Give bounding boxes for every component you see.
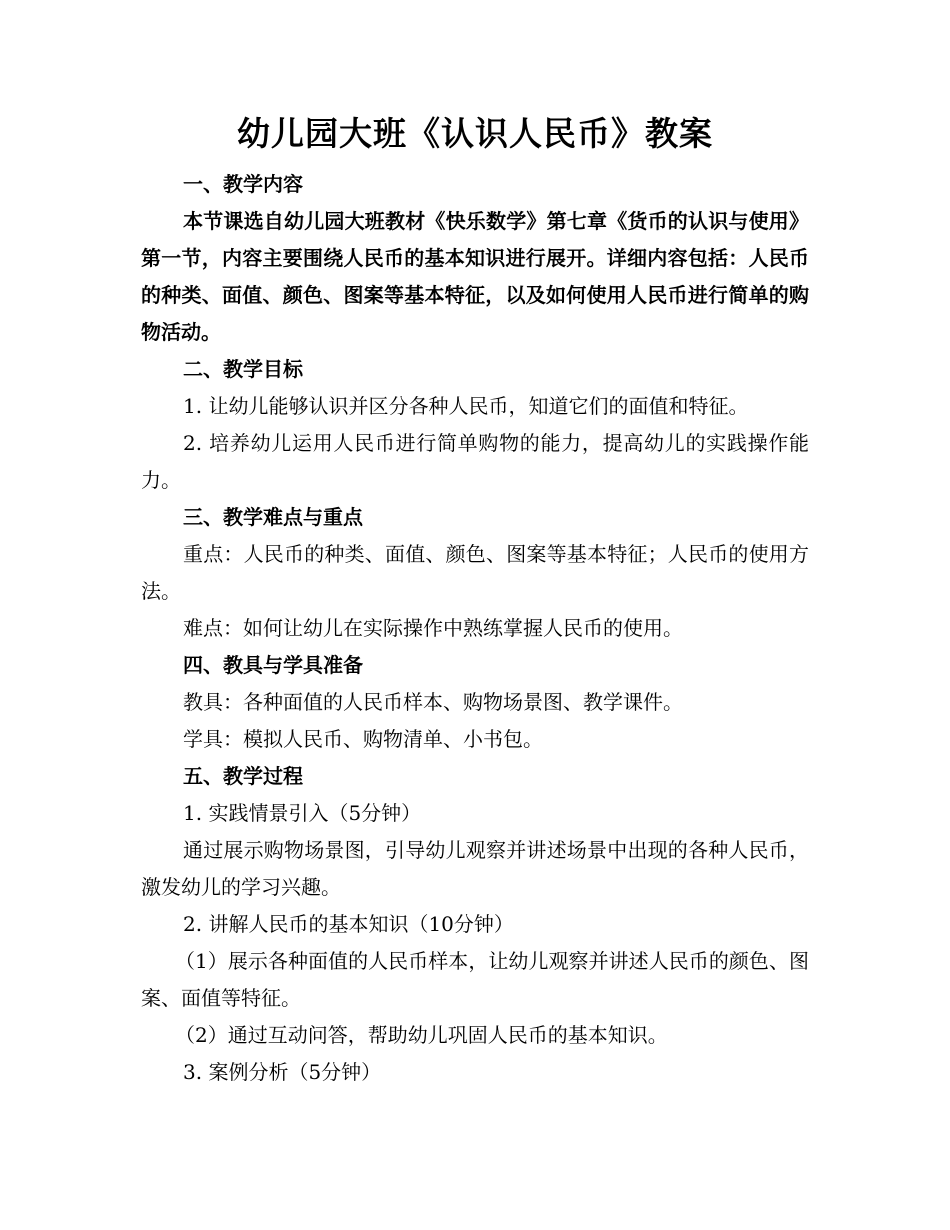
document-body <box>141 166 809 1091</box>
process-step-3: 3. 案例分析（5分钟） <box>183 1060 382 1084</box>
process-step-2: 2. 讲解人民币的基本知识（10分钟） <box>183 912 514 936</box>
process-step-2-b: （2）通过互动问答，帮助幼儿巩固人民币的基本知识。 <box>175 1023 668 1047</box>
student-materials-text: 学具：模拟人民币、购物清单、小书包。 <box>183 727 543 751</box>
process-step-1-text: 通过展示购物场景图，引导幼儿观察并讲述场景中出现的各种人民币，激发幼儿的学习兴趣。 <box>141 838 809 899</box>
key-point-text: 重点：人民币的种类、面值、颜色、图案等基本特征；人民币的使用方法。 <box>141 542 809 603</box>
objective-item-1: 1. 让幼儿能够认识并区分各种人民币，知道它们的面值和特征。 <box>183 394 749 418</box>
objective-item-2: 2. 培养幼儿运用人民币进行简单购物的能力，提高幼儿的实践操作能力。 <box>141 431 809 492</box>
teacher-materials-text: 教具：各种面值的人民币样本、购物场景图、教学课件。 <box>183 690 683 714</box>
section-heading-key-points: 三、教学难点与重点 <box>183 505 363 529</box>
process-step-1: 1. 实践情景引入（5分钟） <box>183 801 422 825</box>
document-title: 幼儿园大班《认识人民币》教案 <box>237 114 713 153</box>
section-heading-process: 五、教学过程 <box>183 764 303 788</box>
section-heading-materials: 四、教具与学具准备 <box>183 653 363 677</box>
section-heading-objectives: 二、教学目标 <box>183 357 303 381</box>
process-step-2-a: （1）展示各种面值的人民币样本，让幼儿观察并讲述人民币的颜色、图案、面值等特征。 <box>141 949 809 1010</box>
difficult-point-text: 难点：如何让幼儿在实际操作中熟练掌握人民币的使用。 <box>183 616 683 640</box>
section-content-text: 本节课选自幼儿园大班教材《快乐数学》第七章《货币的认识与使用》第一节，内容主要围绕人民币的基本知识进行展开。详细内容包括：人民币的种类、面值、颜色、图案等基本特征，以及如何使用人民币进行简单的购物活动。 <box>141 209 809 344</box>
section-heading-content: 一、教学内容 <box>183 172 303 196</box>
